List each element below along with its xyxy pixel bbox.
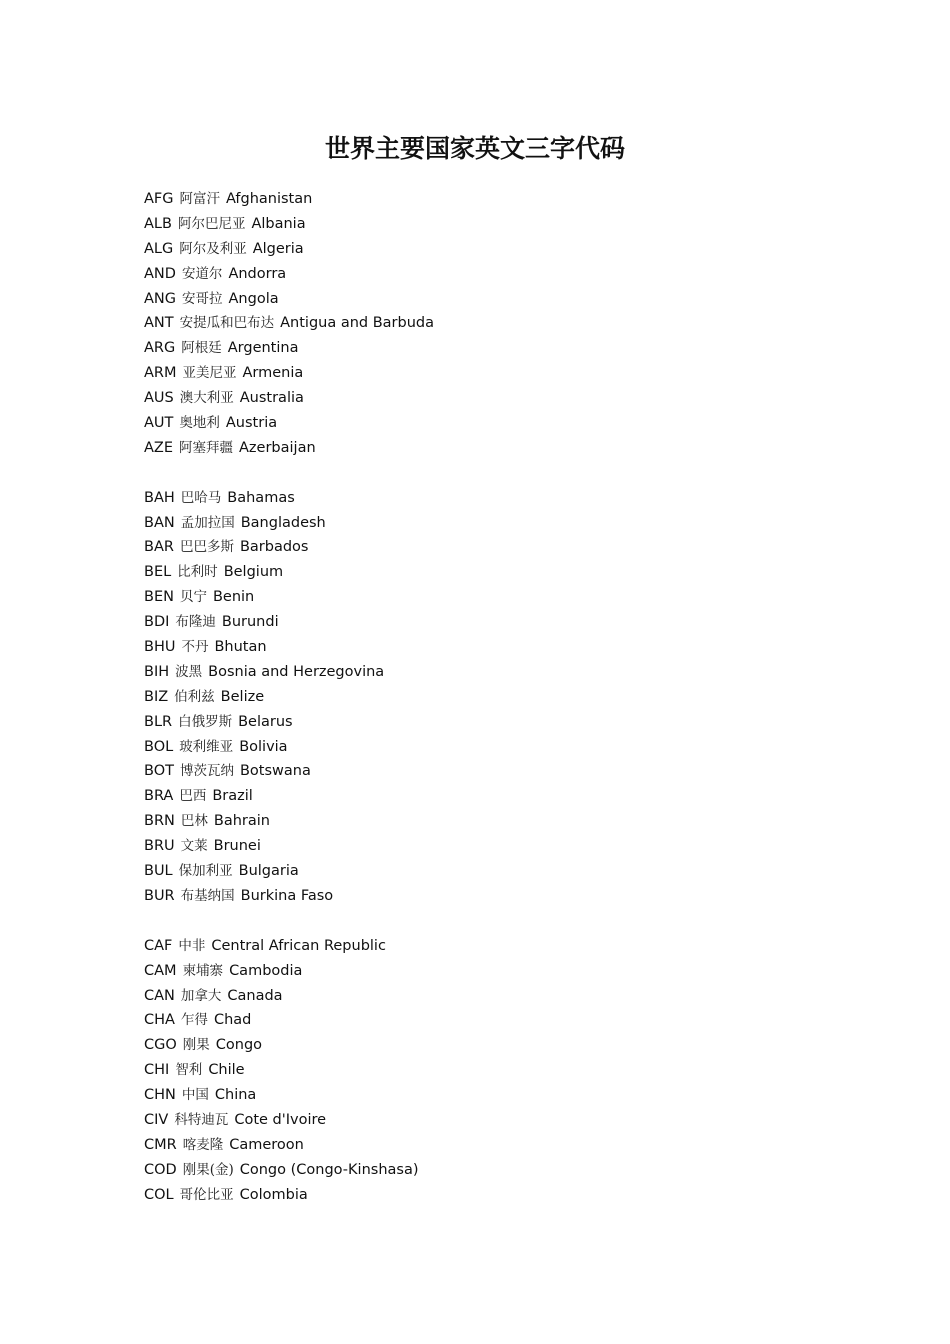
country-name-english: Botswana	[239, 763, 311, 780]
country-name-english: Andorra	[228, 265, 287, 282]
country-row	[144, 262, 434, 287]
country-code: ANT	[144, 315, 174, 332]
country-name-chinese: 奥地利	[179, 415, 220, 432]
country-code: BHU	[144, 639, 176, 656]
country-name-english: Congo	[215, 1037, 263, 1054]
country-name-chinese: 孟加拉国	[180, 514, 235, 531]
section-a	[144, 187, 434, 461]
country-name-chinese: 安哥拉	[182, 290, 223, 307]
country-name-english: Armenia	[242, 365, 304, 382]
country-code: CHI	[144, 1062, 170, 1079]
country-row	[144, 535, 434, 560]
country-row	[144, 336, 434, 361]
country-code: ARG	[144, 340, 176, 357]
country-name-chinese: 智利	[175, 1062, 203, 1079]
country-name-chinese: 阿富汗	[179, 191, 220, 207]
country-row	[144, 1108, 434, 1133]
country-code: BEN	[144, 589, 174, 606]
country-name-english: Belgium	[223, 564, 284, 581]
country-name-chinese: 不丹	[181, 639, 209, 656]
country-name-english: Belarus	[238, 713, 293, 730]
country-name-chinese: 安提瓜和巴布达	[179, 315, 275, 332]
country-name-chinese: 巴西	[179, 788, 207, 805]
country-code: CIV	[144, 1111, 169, 1128]
country-code: BRU	[144, 838, 175, 855]
country-row	[144, 784, 434, 809]
country-name-english: Algeria	[252, 240, 304, 257]
country-row	[144, 934, 434, 959]
country-row	[144, 386, 434, 411]
country-code: AND	[144, 265, 176, 282]
country-code: COL	[144, 1186, 174, 1203]
country-name-english: Bolivia	[239, 738, 288, 755]
country-name-english: China	[214, 1087, 257, 1104]
country-code: ANG	[144, 290, 177, 307]
country-code: BAN	[144, 514, 175, 531]
country-name-english: Burkina Faso	[240, 887, 334, 904]
country-code: COD	[144, 1161, 177, 1178]
country-name-chinese: 中国	[181, 1087, 209, 1104]
country-row	[144, 287, 434, 312]
country-name-english: Canada	[227, 987, 283, 1004]
country-name-chinese: 比利时	[177, 564, 218, 581]
country-name-chinese: 博茨瓦纳	[179, 763, 234, 780]
country-name-english: Congo (Congo-Kinshasa)	[239, 1161, 419, 1178]
country-code: BIZ	[144, 688, 169, 705]
country-name-english: Bosnia and Herzegovina	[208, 663, 385, 680]
country-code: BAR	[144, 539, 174, 556]
country-row	[144, 735, 434, 760]
country-name-chinese: 阿根廷	[181, 340, 222, 357]
country-name-english: Cote d'Ivoire	[234, 1111, 327, 1128]
country-row	[144, 187, 434, 212]
country-row	[144, 1008, 434, 1033]
country-row	[144, 560, 434, 585]
country-row	[144, 1083, 434, 1108]
country-row	[144, 660, 434, 685]
country-code: ALG	[144, 240, 174, 257]
country-name-chinese: 玻利维亚	[179, 738, 234, 755]
country-name-chinese: 伯利兹	[174, 688, 215, 705]
country-name-english: Bhutan	[214, 639, 267, 656]
country-code: AZE	[144, 439, 174, 456]
country-code: AUT	[144, 415, 174, 432]
country-name-chinese: 科特迪瓦	[174, 1111, 229, 1128]
country-row	[144, 585, 434, 610]
country-name-english: Argentina	[227, 340, 299, 357]
country-name-english: Bahamas	[227, 489, 295, 506]
country-name-chinese: 巴巴多斯	[179, 539, 234, 556]
country-name-chinese: 澳大利亚	[179, 390, 234, 407]
country-code: AFG	[144, 191, 174, 207]
country-row	[144, 635, 434, 660]
country-name-chinese: 阿尔及利亚	[179, 240, 247, 257]
country-name-chinese: 贝宁	[179, 589, 207, 606]
country-name-english: Angola	[228, 290, 279, 307]
country-row	[144, 311, 434, 336]
country-name-english: Chad	[213, 1012, 252, 1029]
country-name-chinese: 阿尔巴尼亚	[177, 215, 246, 232]
country-name-english: Cambodia	[229, 962, 303, 979]
country-name-chinese: 文莱	[180, 838, 208, 855]
country-row	[144, 809, 434, 834]
country-row	[144, 511, 434, 536]
country-row	[144, 212, 434, 237]
country-name-chinese: 保加利亚	[178, 863, 233, 880]
country-row	[144, 984, 434, 1009]
country-name-chinese: 白俄罗斯	[178, 713, 233, 730]
country-row	[144, 710, 434, 735]
country-code: BRA	[144, 788, 174, 805]
country-code: CAN	[144, 987, 175, 1004]
country-code: BUL	[144, 863, 173, 880]
country-row	[144, 884, 434, 909]
country-name-english: Barbados	[239, 539, 309, 556]
country-name-chinese: 中非	[178, 937, 206, 954]
country-name-chinese: 加拿大	[180, 987, 222, 1004]
country-name-english: Cameroon	[229, 1136, 304, 1153]
country-row	[144, 685, 434, 710]
country-code: BOT	[144, 763, 174, 780]
country-name-chinese: 波黑	[175, 663, 203, 680]
country-row	[144, 361, 434, 386]
country-name-chinese: 柬埔寨	[182, 962, 224, 979]
country-name-english: Brunei	[213, 838, 261, 855]
country-code: CHN	[144, 1087, 176, 1104]
country-code: BOL	[144, 738, 174, 755]
country-row	[144, 759, 434, 784]
country-code: AUS	[144, 390, 174, 407]
country-code: BLR	[144, 713, 173, 730]
country-name-english: Australia	[239, 390, 304, 407]
country-name-english: Azerbaijan	[239, 439, 316, 456]
country-code: BUR	[144, 887, 175, 904]
country-row	[144, 1033, 434, 1058]
country-code: ARM	[144, 365, 177, 382]
country-code: CAM	[144, 962, 177, 979]
country-name-english: Bulgaria	[238, 863, 299, 880]
country-name-chinese: 布隆迪	[175, 614, 216, 631]
country-row	[144, 436, 434, 461]
country-name-chinese: 布基纳国	[180, 887, 235, 904]
country-code-list	[144, 187, 434, 1232]
country-row	[144, 834, 434, 859]
country-name-english: Austria	[225, 415, 278, 432]
section-c	[144, 934, 434, 1208]
country-name-english: Colombia	[239, 1186, 308, 1203]
country-code: CGO	[144, 1037, 177, 1054]
country-row	[144, 411, 434, 436]
country-code: CHA	[144, 1012, 175, 1029]
country-name-chinese: 安道尔	[181, 265, 223, 282]
country-name-chinese: 刚果(金)	[182, 1161, 234, 1178]
country-name-chinese: 亚美尼亚	[182, 365, 237, 382]
country-name-english: Brazil	[212, 788, 253, 805]
country-name-english: Belize	[220, 688, 265, 705]
country-row	[144, 1158, 434, 1183]
country-name-english: Albania	[251, 215, 306, 232]
country-row	[144, 859, 434, 884]
country-row	[144, 1133, 434, 1158]
country-name-english: Chile	[208, 1062, 245, 1079]
country-name-english: Antigua and Barbuda	[280, 315, 435, 332]
country-name-chinese: 乍得	[180, 1012, 208, 1029]
country-name-english: Central African Republic	[211, 937, 386, 954]
country-name-english: Burundi	[221, 614, 279, 631]
country-name-english: Bangladesh	[240, 514, 326, 531]
country-name-chinese: 巴哈马	[180, 489, 222, 506]
country-name-chinese: 巴林	[180, 813, 208, 830]
country-code: CMR	[144, 1136, 177, 1153]
country-name-chinese: 阿塞拜疆	[179, 439, 234, 456]
country-code: BAH	[144, 489, 175, 506]
country-row	[144, 486, 434, 511]
country-name-chinese: 哥伦比亚	[179, 1186, 234, 1203]
country-name-english: Benin	[212, 589, 255, 606]
country-row	[144, 1183, 434, 1208]
country-code: BRN	[144, 813, 175, 830]
country-code: BIH	[144, 663, 170, 680]
country-name-chinese: 刚果	[182, 1037, 210, 1054]
country-code: ALB	[144, 215, 172, 232]
country-name-chinese: 喀麦隆	[182, 1136, 224, 1153]
country-name-english: Afghanistan	[226, 191, 313, 207]
country-row	[144, 959, 434, 984]
country-row	[144, 1058, 434, 1083]
country-code: CAF	[144, 937, 173, 954]
country-name-english: Bahrain	[213, 813, 270, 830]
page-title: 世界主要国家英文三字代码	[324, 133, 625, 163]
country-code: BEL	[144, 564, 172, 581]
country-row	[144, 237, 434, 262]
country-row	[144, 610, 434, 635]
section-b	[144, 486, 434, 909]
country-code: BDI	[144, 614, 170, 631]
